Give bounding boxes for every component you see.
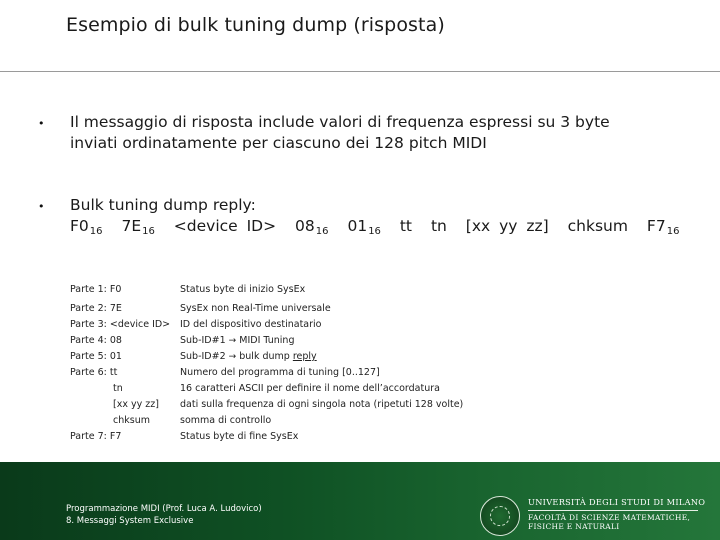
- part-description: Numero del programma di tuning [0..127]: [180, 367, 380, 378]
- part-label: Parte 2: 7E: [70, 303, 122, 314]
- footer-text: [66, 503, 262, 527]
- bullet-marker-2: •: [38, 200, 45, 213]
- part-description: Status byte di fine SysEx: [180, 431, 299, 442]
- bullet-1-line-1: Il messaggio di risposta include valori di frequenza espressi su 3 byte: [70, 113, 610, 131]
- faculty-line-1: FACOLTÀ DI SCIENZE MATEMATICHE,: [528, 512, 691, 522]
- reply-token-chksum: chksum: [567, 217, 628, 235]
- bullet-1-line-2: inviati ordinatamente per ciascuno dei 128 pitch MIDI: [70, 134, 487, 152]
- reply-token-tt: tt: [399, 217, 413, 235]
- part-label: Parte 4: 08: [70, 335, 122, 346]
- reply-token-f0: $F0_{16}$: [70, 217, 103, 237]
- arrow-right-icon: →: [228, 352, 237, 362]
- part-label: [xx yy zz]: [113, 399, 159, 410]
- part-label: Parte 6: tt: [70, 367, 118, 378]
- part-label: Parte 7: F7: [70, 431, 122, 442]
- reply-token-08: $08_{16}$: [295, 217, 329, 237]
- arrow-right-icon: →: [228, 336, 237, 346]
- bullet-2-line-1: Bulk tuning dump reply:: [70, 196, 256, 214]
- reply-token-7e: $7E_{16}$: [121, 217, 155, 237]
- reply-token-f7: $F7_{16}$: [646, 217, 680, 237]
- bullet-text-2: [70, 195, 679, 242]
- university-name: UNIVERSITÀ DEGLI STUDI DI MILANO: [528, 497, 706, 507]
- part-label: Parte 3: <device ID>: [70, 319, 171, 330]
- part-description: Status byte di inizio SysEx: [180, 284, 306, 295]
- university-name-block: [528, 498, 705, 532]
- faculty-line-2: FISICHE E NATURALI: [528, 522, 620, 531]
- footer-course: Programmazione MIDI (Prof. Luca A. Ludovico): [66, 504, 262, 514]
- bullet-text-1: [70, 112, 610, 154]
- part-description: somma di controllo: [180, 415, 272, 426]
- bullet-marker-1: •: [38, 117, 45, 130]
- reply-sequence: [70, 216, 679, 242]
- part-description: dati sulla frequenza di ogni singola nota (ripetuti 128 volte): [180, 399, 464, 410]
- part-description: ID del dispositivo destinatario: [180, 319, 322, 330]
- footer-chapter: 8. Messaggi System Exclusive: [66, 516, 194, 526]
- part-label: chksum: [113, 415, 150, 426]
- part-label: Parte 5: 01: [70, 351, 122, 362]
- university-divider: [528, 510, 698, 511]
- part-description: Sub-ID#2 → bulk dump reply: [180, 351, 317, 362]
- part-description: 16 caratteri ASCII per definire il nome dell’accordatura: [180, 383, 440, 394]
- reply-token-tn: tn: [430, 217, 447, 235]
- slide-title: Esempio di bulk tuning dump (risposta): [66, 14, 445, 36]
- part-label: tn: [113, 383, 123, 394]
- part-label: Parte 1: F0: [70, 284, 122, 295]
- part-description: Sub-ID#1 → MIDI Tuning: [180, 335, 295, 346]
- reply-token-device-id: <device ID>: [173, 217, 277, 235]
- title-divider: [0, 71, 720, 72]
- university-seal-icon: [480, 496, 520, 536]
- reply-token-01: $01_{16}$: [347, 217, 381, 237]
- part-description: SysEx non Real-Time universale: [180, 303, 331, 314]
- reply-token-data: [xx yy zz]: [465, 217, 549, 235]
